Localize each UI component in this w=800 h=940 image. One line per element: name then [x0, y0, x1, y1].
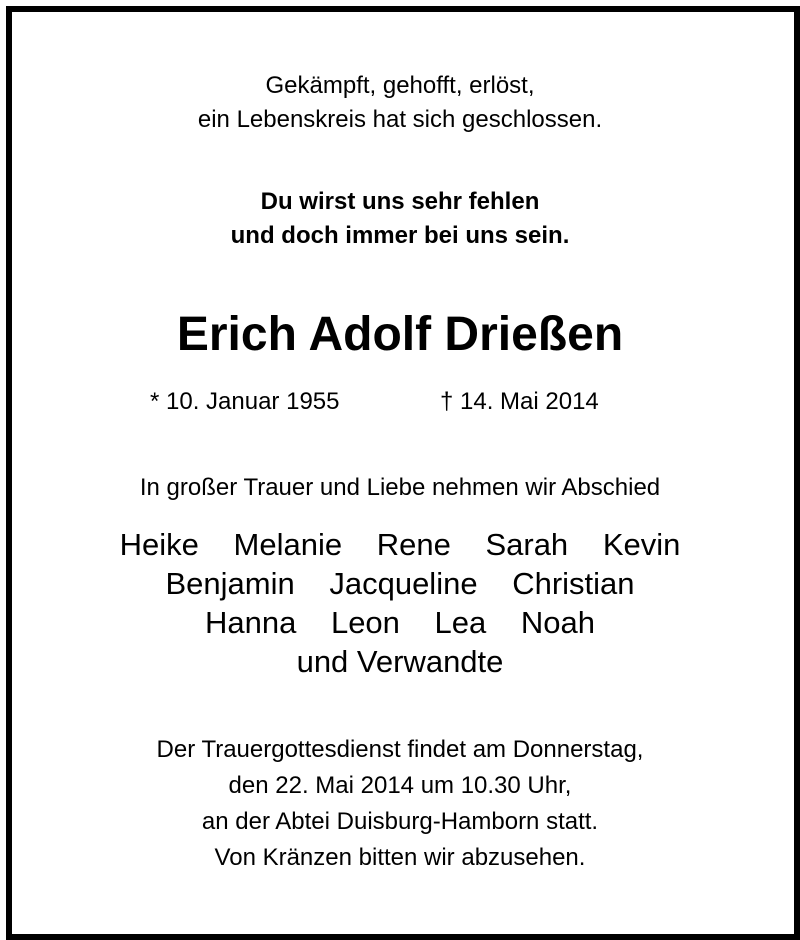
family-member: Christian: [512, 566, 635, 601]
quote-line-2: und doch immer bei uns sein.: [230, 222, 570, 249]
family-member: Lea: [434, 605, 487, 640]
family-row-3: [0, 605, 800, 641]
family-member: Noah: [520, 605, 596, 640]
family-member: Sarah: [485, 527, 569, 562]
quote-line-1: Du wirst uns sehr fehlen: [260, 188, 540, 215]
family-row-2: [0, 566, 800, 602]
family-member: Benjamin: [165, 566, 295, 601]
family-member: Rene: [376, 527, 451, 562]
family-row-1: [0, 527, 800, 563]
intro-line-1: Gekämpft, gehofft, erlöst,: [265, 72, 535, 99]
family-member: Melanie: [233, 527, 343, 562]
family-member: Hanna: [204, 605, 297, 640]
death-date: † 14. Mai 2014: [440, 388, 599, 415]
intro-line-2: ein Lebenskreis hat sich geschlossen.: [197, 106, 603, 133]
family-member: Jacqueline: [329, 566, 478, 601]
deceased-name: Erich Adolf Drießen: [176, 308, 624, 361]
service-line-1: Der Trauergottesdienst findet am Donnerstag,: [156, 736, 644, 763]
family-closing: und Verwandte: [296, 644, 504, 679]
farewell-line: In großer Trauer und Liebe nehmen wir Abschied: [139, 474, 661, 501]
birth-date: * 10. Januar 1955: [150, 388, 340, 415]
service-line-3: an der Abtei Duisburg-Hamborn statt.: [201, 808, 599, 835]
family-member: Leon: [330, 605, 400, 640]
family-member: Heike: [119, 527, 199, 562]
service-line-2: den 22. Mai 2014 um 10.30 Uhr,: [228, 772, 572, 799]
service-line-4: Von Kränzen bitten wir abzusehen.: [214, 844, 586, 871]
family-member: Kevin: [602, 527, 681, 562]
